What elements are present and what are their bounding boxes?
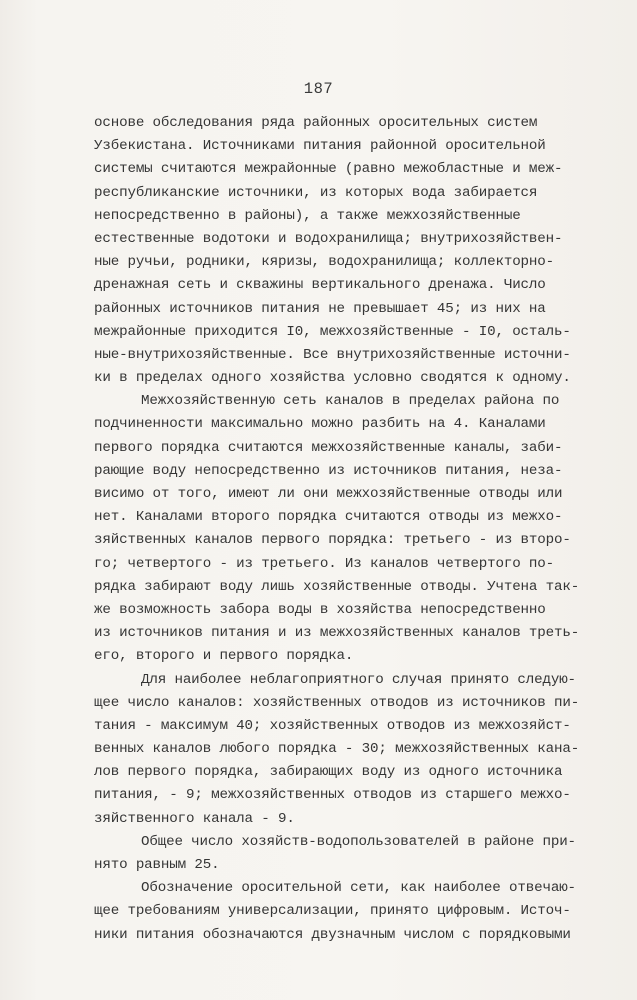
- text-line: подчиненности максимально можно разбить на 4. Каналами: [94, 416, 546, 433]
- text-line: ные ручьи, родники, кяризы, водохранилища; коллекторно-: [94, 254, 555, 271]
- text-line: висимо от того, имеют ли они межхозяйственные отводы или: [94, 486, 563, 502]
- text-line: рядка забирают воду лишь хозяйственные отводы. Учтена так-: [94, 578, 580, 595]
- text-line: Межхозяйственную сеть каналов в пределах района по: [141, 393, 560, 410]
- text-line: щее число каналов: хозяйственных отводов из источников пи-: [94, 694, 580, 711]
- text-line: республиканские источники, из которых вода забирается: [94, 184, 538, 201]
- text-line: го; четвертого - из третьего. Из каналов четвертого по-: [94, 555, 555, 572]
- text-line: венных каналов любого порядка - 30; межхозяйственных кана-: [94, 741, 580, 758]
- text-line: лов первого порядка, забирающих воду из одного источника: [94, 764, 563, 781]
- text-line: его, второго и первого порядка.: [94, 648, 354, 665]
- document-body: [94, 112, 614, 947]
- text-line: основе обследования ряда районных оросительных систем: [94, 115, 538, 131]
- text-line: зяйственных каналов первого порядка: третьего - из второ-: [94, 532, 571, 549]
- text-line: щее требованиям универсализации, принято цифровым. Источ-: [94, 903, 571, 920]
- text-line: межрайонные приходится I0, межхозяйственные - I0, осталь-: [94, 323, 571, 340]
- text-line: тания - максимум 40; хозяйственных отводов из межхозяйст-: [94, 717, 571, 734]
- text-line: питания, - 9; межхозяйственных отводов из старшего межхо-: [94, 787, 571, 804]
- text-line: ки в пределах одного хозяйства условно сводятся к одному.: [94, 370, 571, 387]
- page-number: 187: [303, 80, 334, 98]
- text-line: первого порядка считаются межхозяйственные каналы, заби-: [94, 439, 563, 456]
- text-line: же возможность забора воды в хозяйства непосредственно: [94, 601, 546, 618]
- text-line: дренажная сеть и скважины вертикального дренажа. Число: [94, 277, 546, 294]
- text-line: нято равным 25.: [94, 857, 220, 873]
- text-line: Для наиболее неблагоприятного случая принято следую-: [141, 671, 576, 688]
- text-line: нет. Каналами второго порядка считаются отводы из межхо-: [94, 509, 563, 526]
- text-line: Общее число хозяйств-водопользователей в районе при-: [141, 833, 576, 850]
- text-line: ные-внутрихозяйственные. Все внутрихозяйственные источни-: [94, 346, 571, 363]
- text-line: районных источников питания не превышает 45; из них на: [94, 300, 546, 317]
- text-line: естественные водотоки и водохранилища; внутрихозяйствен-: [94, 230, 563, 247]
- text-line: Узбекистана. Источниками питания районной оросительной: [94, 138, 546, 155]
- text-line: ники питания обозначаются двузначным числом с порядковыми: [94, 926, 571, 943]
- text-line: из источников питания и из межхозяйственных каналов треть-: [94, 625, 580, 642]
- text-line: Обозначение оросительной сети, как наиболее отвечаю-: [141, 880, 576, 897]
- text-line: зяйственного канала - 9.: [94, 810, 295, 827]
- text-line: системы считаются межрайонные (равно межобластные и меж-: [94, 161, 563, 178]
- text-line: непосредственно в районы), а также межхозяйственные: [94, 207, 521, 224]
- text-line: рающие воду непосредственно из источников питания, неза-: [94, 462, 563, 479]
